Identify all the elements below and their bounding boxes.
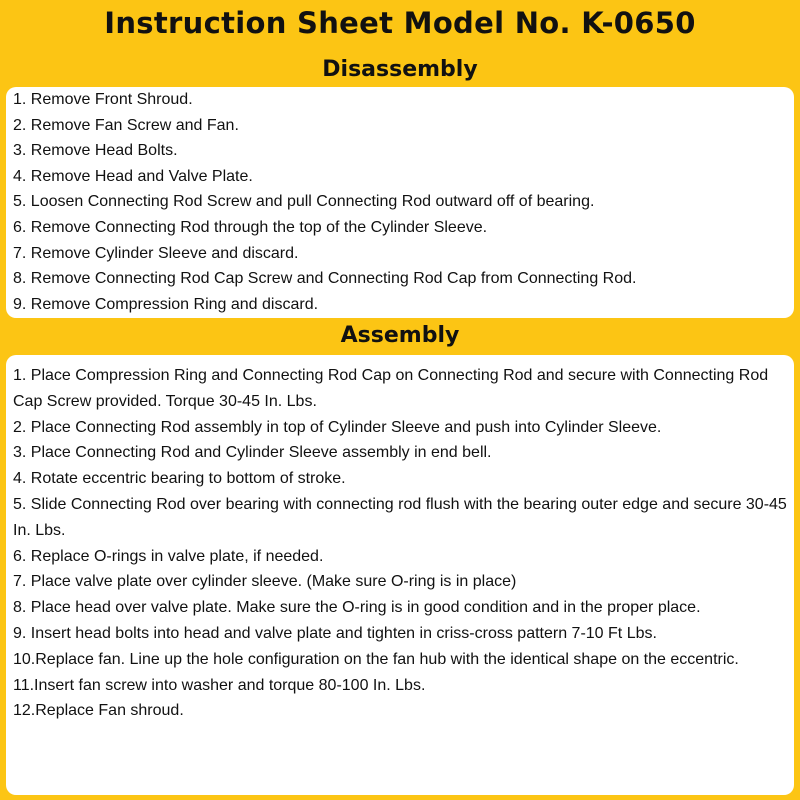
disassembly-panel: [6, 87, 794, 318]
disassembly-heading: Disassembly: [322, 57, 478, 82]
page-title: Instruction Sheet Model No. K-0650: [104, 6, 696, 40]
assembly-step: 11.Insert fan screw into washer and torque 80-100 In. Lbs.: [13, 676, 426, 694]
disassembly-step: 8. Remove Connecting Rod Cap Screw and Connecting Rod Cap from Connecting Rod.: [13, 270, 637, 288]
assembly-step: 4. Rotate eccentric bearing to bottom of stroke.: [13, 470, 346, 488]
disassembly-step: 9. Remove Compression Ring and discard.: [13, 295, 319, 313]
disassembly-step: 3. Remove Head Bolts.: [13, 142, 178, 160]
assembly-panel: [6, 355, 794, 795]
assembly-step: 8. Place head over valve plate. Make sure the O-ring is in good condition and in the proper place.: [13, 599, 701, 617]
assembly-step: 12.Replace Fan shroud.: [13, 702, 184, 720]
disassembly-step: 2. Remove Fan Screw and Fan.: [13, 116, 239, 134]
assembly-heading: Assembly: [340, 323, 460, 348]
assembly-step: 3. Place Connecting Rod and Cylinder Sleeve assembly in end bell.: [13, 444, 492, 462]
disassembly-step: 7. Remove Cylinder Sleeve and discard.: [13, 244, 299, 262]
assembly-step: 7. Place valve plate over cylinder sleeve. (Make sure O-ring is in place): [13, 573, 517, 591]
assembly-step: 6. Replace O-rings in valve plate, if needed.: [13, 547, 324, 565]
disassembly-step: 1. Remove Front Shroud.: [13, 91, 193, 108]
disassembly-step: 4. Remove Head and Valve Plate.: [13, 167, 253, 185]
disassembly-step: 5. Loosen Connecting Rod Screw and pull Connecting Rod outward off of bearing.: [13, 193, 595, 211]
assembly-step: 10.Replace fan. Line up the hole configuration on the fan hub with the identical shape on the eccentric.: [13, 650, 739, 668]
disassembly-steps: [13, 87, 794, 317]
assembly-step: 2. Place Connecting Rod assembly in top of Cylinder Sleeve and push into Cylinder Sleeve.: [13, 418, 662, 436]
assembly-step: 9. Insert head bolts into head and valve plate and tighten in criss-cross pattern 7-10 Ft Lbs.: [13, 624, 657, 642]
disassembly-step: 6. Remove Connecting Rod through the top of the Cylinder Sleeve.: [13, 218, 488, 236]
assembly-steps: [13, 363, 794, 724]
assembly-step: 5. Slide Connecting Rod over bearing with connecting rod flush with the bearing outer edge and secure 30-45 In. Lbs.: [13, 495, 787, 539]
assembly-step: 1. Place Compression Ring and Connecting Rod Cap on Connecting Rod and secure with Connecting Rod Cap Screw provided. Torque 30-45 In. Lbs.: [13, 367, 769, 410]
